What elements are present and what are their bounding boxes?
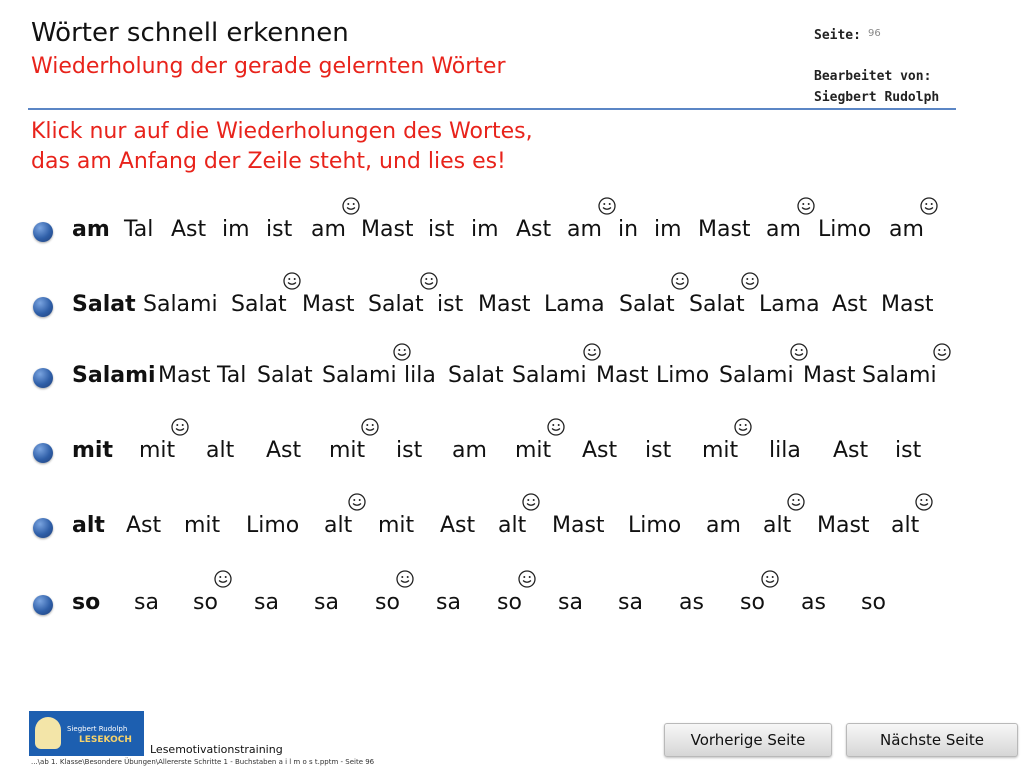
smiley-icon: [598, 197, 616, 215]
logo-author: Siegbert Rudolph: [67, 725, 128, 733]
target-word: mit: [72, 438, 113, 463]
word-option[interactable]: Salami: [862, 363, 937, 388]
word-option[interactable]: mit: [139, 438, 176, 463]
word-option[interactable]: Salat: [689, 292, 745, 317]
target-word: alt: [72, 513, 105, 538]
edited-by-label: Bearbeitet von:: [814, 69, 932, 84]
word-option[interactable]: Ast: [171, 217, 207, 242]
smiley-icon: [671, 272, 689, 290]
smiley-icon: [522, 493, 540, 511]
instruction-line-2: das am Anfang der Zeile steht, und lies es!: [31, 149, 506, 174]
word-option[interactable]: Ast: [832, 292, 868, 317]
word-option[interactable]: Mast: [817, 513, 870, 538]
word-option[interactable]: am: [706, 513, 741, 538]
exercise-row: [0, 590, 1024, 630]
word-option[interactable]: Tal: [124, 217, 154, 242]
smiley-icon: [915, 493, 933, 511]
word-option[interactable]: lila: [769, 438, 801, 463]
word-option[interactable]: ist: [266, 217, 293, 242]
word-option[interactable]: im: [654, 217, 682, 242]
word-option[interactable]: Salat: [619, 292, 675, 317]
word-option[interactable]: Mast: [361, 217, 414, 242]
word-option[interactable]: alt: [324, 513, 353, 538]
word-option[interactable]: Salat: [368, 292, 424, 317]
word-option[interactable]: ist: [396, 438, 423, 463]
word-option[interactable]: Limo: [818, 217, 872, 242]
word-option[interactable]: as: [801, 590, 826, 615]
word-option[interactable]: im: [471, 217, 499, 242]
row-bullet-icon[interactable]: [33, 297, 53, 317]
word-option[interactable]: alt: [206, 438, 235, 463]
row-bullet-icon[interactable]: [33, 443, 53, 463]
word-option[interactable]: Limo: [246, 513, 300, 538]
smiley-icon: [761, 570, 779, 588]
word-option[interactable]: am: [766, 217, 801, 242]
smiley-icon: [741, 272, 759, 290]
word-option[interactable]: Mast: [803, 363, 856, 388]
smiley-icon: [214, 570, 232, 588]
word-option[interactable]: ist: [645, 438, 672, 463]
word-option[interactable]: Ast: [833, 438, 869, 463]
word-option[interactable]: im: [222, 217, 250, 242]
footer-logo: [29, 711, 144, 756]
instruction-line-1: Klick nur auf die Wiederholungen des Wortes,: [31, 119, 533, 144]
target-word: Salat: [72, 292, 136, 317]
word-option[interactable]: sa: [436, 590, 461, 615]
word-option[interactable]: mit: [378, 513, 415, 538]
smiley-icon: [420, 272, 438, 290]
smiley-icon: [518, 570, 536, 588]
word-option[interactable]: ist: [895, 438, 922, 463]
smiley-icon: [933, 343, 951, 361]
smiley-icon: [790, 343, 808, 361]
word-option[interactable]: Salat: [448, 363, 504, 388]
exercise-row: [0, 292, 1024, 332]
word-option[interactable]: Mast: [881, 292, 934, 317]
word-option[interactable]: Lama: [544, 292, 605, 317]
target-word: so: [72, 590, 101, 615]
word-option[interactable]: Ast: [440, 513, 476, 538]
smiley-icon: [396, 570, 414, 588]
word-option[interactable]: mit: [329, 438, 366, 463]
word-option[interactable]: Salat: [257, 363, 313, 388]
word-option[interactable]: alt: [498, 513, 527, 538]
word-option[interactable]: so: [375, 590, 400, 615]
page-subtitle: Wiederholung der gerade gelernten Wörter: [31, 54, 506, 79]
smiley-icon: [734, 418, 752, 436]
word-option[interactable]: sa: [618, 590, 643, 615]
instruction: [31, 117, 533, 177]
word-option[interactable]: Salami: [322, 363, 397, 388]
word-option[interactable]: Ast: [516, 217, 552, 242]
smiley-icon: [583, 343, 601, 361]
page-title: Wörter schnell erkennen: [31, 18, 349, 48]
smiley-icon: [547, 418, 565, 436]
previous-page-button[interactable]: Vorherige Seite: [664, 723, 832, 757]
smiley-icon: [171, 418, 189, 436]
word-option[interactable]: ist: [437, 292, 464, 317]
word-option[interactable]: Ast: [266, 438, 302, 463]
exercise-row: [0, 363, 1024, 403]
exercise-row: [0, 217, 1024, 257]
word-option[interactable]: Salami: [143, 292, 218, 317]
word-option[interactable]: Mast: [596, 363, 649, 388]
word-option[interactable]: Limo: [656, 363, 710, 388]
footer-training-label: Lesemotivationstraining: [150, 743, 283, 756]
smiley-icon: [361, 418, 379, 436]
word-option[interactable]: sa: [314, 590, 339, 615]
word-option[interactable]: so: [193, 590, 218, 615]
lightbulb-icon: [35, 717, 61, 749]
page-number: 96: [868, 28, 881, 39]
word-option[interactable]: sa: [134, 590, 159, 615]
word-option[interactable]: Mast: [158, 363, 211, 388]
word-option[interactable]: Mast: [698, 217, 751, 242]
word-option[interactable]: Ast: [582, 438, 618, 463]
row-bullet-icon[interactable]: [33, 595, 53, 615]
exercise-row: [0, 513, 1024, 553]
page-label: Seite:: [814, 28, 861, 43]
smiley-icon: [920, 197, 938, 215]
word-option[interactable]: am: [311, 217, 346, 242]
word-option[interactable]: mit: [702, 438, 739, 463]
word-option[interactable]: Limo: [628, 513, 682, 538]
word-option[interactable]: so: [861, 590, 886, 615]
smiley-icon: [283, 272, 301, 290]
word-option[interactable]: Salami: [512, 363, 587, 388]
smiley-icon: [797, 197, 815, 215]
smiley-icon: [342, 197, 360, 215]
word-option[interactable]: Ast: [126, 513, 162, 538]
word-option[interactable]: Mast: [302, 292, 355, 317]
word-option[interactable]: am: [567, 217, 602, 242]
word-option[interactable]: so: [497, 590, 522, 615]
editor-name: Siegbert Rudolph: [814, 90, 940, 105]
word-option[interactable]: am: [452, 438, 487, 463]
word-option[interactable]: in: [618, 217, 639, 242]
target-word: am: [72, 217, 110, 242]
word-option[interactable]: Lama: [759, 292, 820, 317]
editor-info: [814, 66, 939, 108]
row-bullet-icon[interactable]: [33, 368, 53, 388]
word-option[interactable]: ist: [428, 217, 455, 242]
next-page-button[interactable]: Nächste Seite: [846, 723, 1018, 757]
exercise-row: [0, 438, 1024, 478]
word-option[interactable]: sa: [558, 590, 583, 615]
word-option[interactable]: so: [740, 590, 765, 615]
row-bullet-icon[interactable]: [33, 222, 53, 242]
word-option[interactable]: Mast: [552, 513, 605, 538]
target-word: Salami: [72, 363, 156, 388]
header-divider: [28, 108, 956, 110]
word-option[interactable]: mit: [184, 513, 221, 538]
word-option[interactable]: am: [889, 217, 924, 242]
word-option[interactable]: Salami: [719, 363, 794, 388]
word-option[interactable]: as: [679, 590, 704, 615]
footer-file-path: ...\ab 1. Klasse\Besondere Übungen\Allererste Schritte 1 - Buchstaben a i l m o s t.pptm - Seite 96: [31, 758, 375, 766]
smiley-icon: [348, 493, 366, 511]
logo-brand: LESEKOCH: [79, 735, 132, 745]
row-bullet-icon[interactable]: [33, 518, 53, 538]
word-option[interactable]: mit: [515, 438, 552, 463]
smiley-icon: [787, 493, 805, 511]
word-option[interactable]: alt: [891, 513, 920, 538]
smiley-icon: [393, 343, 411, 361]
word-option[interactable]: Tal: [217, 363, 247, 388]
word-option[interactable]: lila: [404, 363, 436, 388]
word-option[interactable]: Salat: [231, 292, 287, 317]
word-option[interactable]: sa: [254, 590, 279, 615]
word-option[interactable]: Mast: [478, 292, 531, 317]
word-option[interactable]: alt: [763, 513, 792, 538]
